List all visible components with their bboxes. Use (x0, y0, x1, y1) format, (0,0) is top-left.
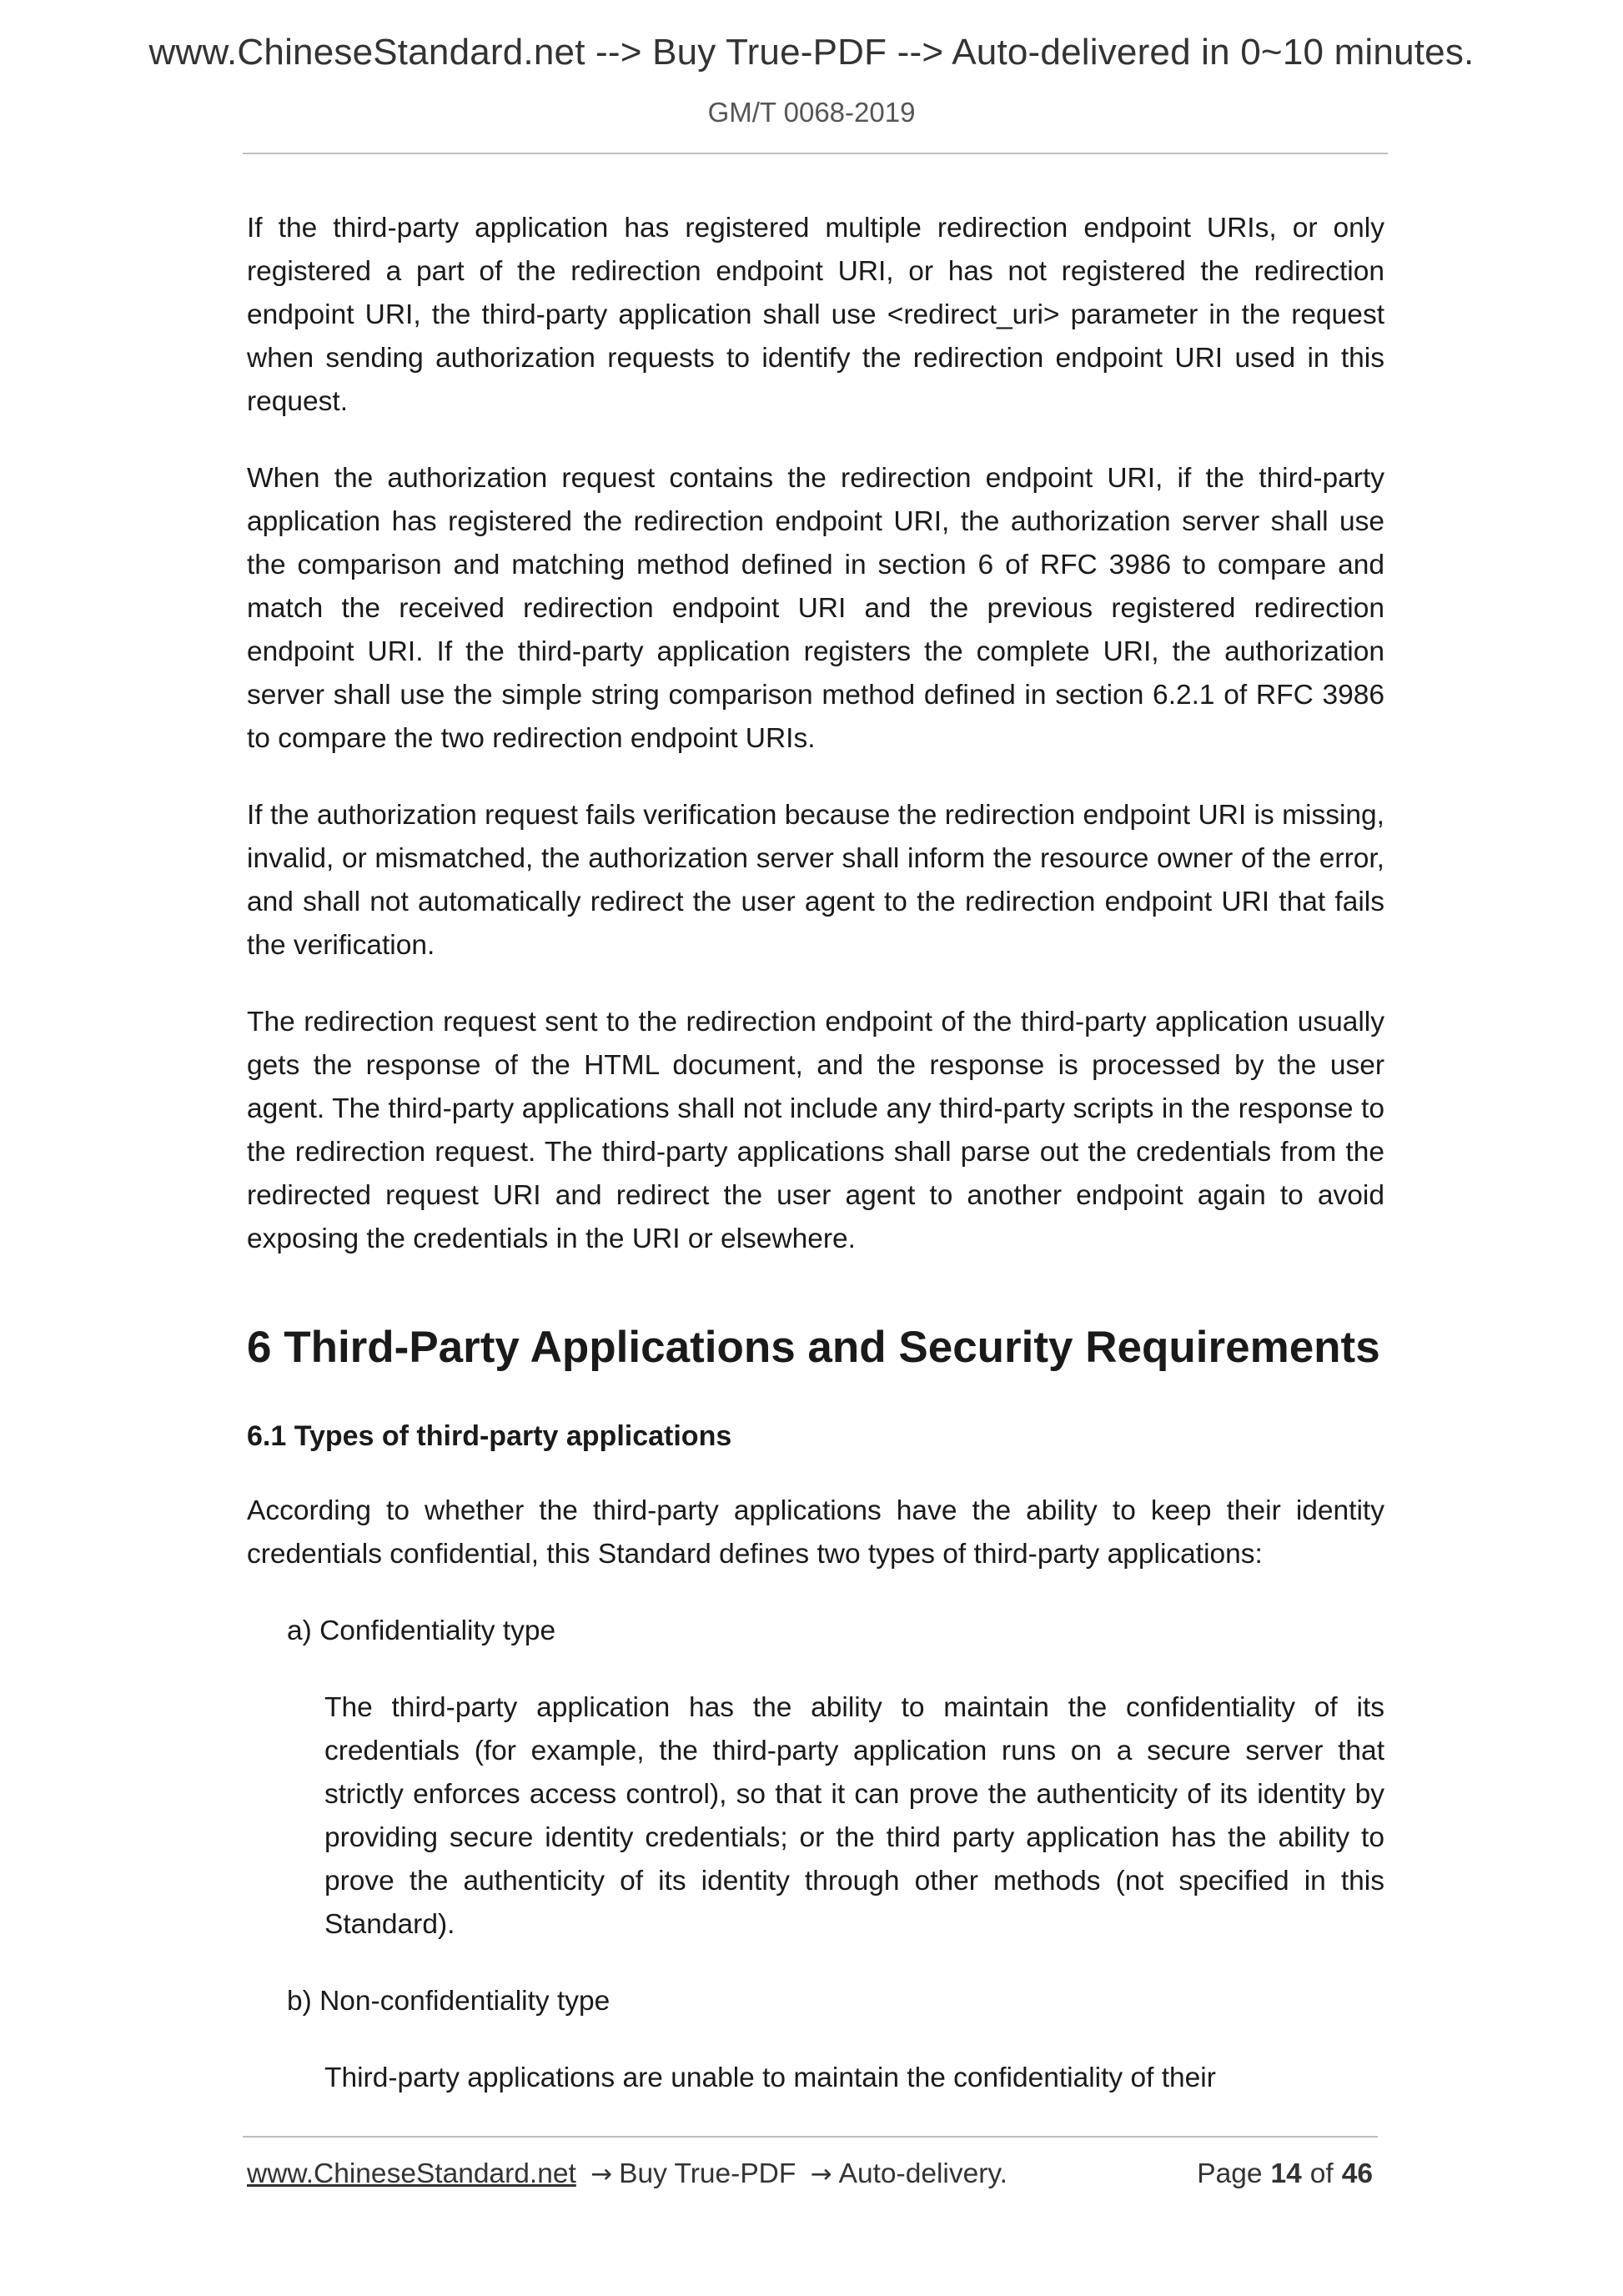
list-item-a-label: a) Confidentiality type (287, 1615, 556, 1646)
footer-links (247, 2158, 1007, 2190)
paragraph-uri-comparison: When the authorization request contains the redirection endpoint URI, if the third-party application has registered the redirection endpoint URI, the authorization server shall use the comparison and matching method defined in section 6 of RFC 3986 to compare and match the received redirection endpoint URI and the previous registered redirection endpoint URI. If the third-party application registers the complete URI, the authorization server shall use the simple string comparison method defined in section 6.2.1 of RFC 3986 to compare the two redirection endpoint URIs. (247, 463, 1384, 754)
header-banner: www.ChineseStandard.net --> Buy True-PDF --> Auto-delivered in 0~10 minutes. (148, 32, 1475, 73)
footer-divider (243, 2136, 1378, 2138)
subsection-heading: 6.1 Types of third-party applications (247, 1420, 732, 1452)
paragraph-verification-failure: If the authorization request fails verification because the redirection endpoint URI is missing, invalid, or mismatched, the authorization server shall inform the resource owner of the error, and shall not automatically redirect the user agent to the redirection endpoint URI that fails the verification. (247, 800, 1384, 961)
arrow-right-icon: → (590, 2159, 613, 2189)
header-divider (243, 153, 1388, 154)
footer-auto-delivery-text: Auto-delivery. (838, 2158, 1007, 2189)
total-pages: 46 (1341, 2158, 1373, 2189)
page-content (247, 207, 1384, 2133)
section-heading: 6 Third-Party Applications and Security Requirements (247, 1323, 1380, 1372)
of-label: of (1309, 2158, 1334, 2189)
list-item-b-body: Third-party applications are unable to maintain the confidentiality of their (324, 2062, 1216, 2093)
list-item-a-body: The third-party application has the ability to maintain the confidentiality of its credentials (for example, the third-party application runs on a secure server that strictly enforces access control), so that it can prove the authenticity of its identity by providing secure identity credentials; or the third party application has the ability to prove the authenticity of its identity through other methods (not specified in this Standard). (324, 1692, 1384, 1940)
footer-buy-text: Buy True-PDF (619, 2158, 796, 2189)
paragraph-redirect-uri-registration: If the third-party application has registered multiple redirection endpoint URIs, or only registered a part of the redirection endpoint URI, or has not registered the redirection endpoint URI, the third-party application shall use <redirect_uri> parameter in the request when sending authorization requests to identify the redirection endpoint URI used in this request. (247, 213, 1384, 417)
page-label: Page (1197, 2158, 1263, 2189)
arrow-right-icon: → (810, 2159, 832, 2189)
paragraph-redirection-response: The redirection request sent to the redirection endpoint of the third-party application usually gets the response of the HTML document, and the response is processed by the user agent. The third-party applications shall not include any third-party scripts in the response to the redirection request. The third-party applications shall parse out the credentials from the redirected request URI and redirect the user agent to another endpoint again to avoid exposing the credentials in the URI or elsewhere. (247, 1007, 1384, 1254)
page-footer (247, 2158, 1381, 2200)
footer-site-link[interactable]: www.ChineseStandard.net (247, 2158, 576, 2189)
page-number (1197, 2158, 1381, 2190)
current-page: 14 (1270, 2158, 1302, 2189)
paragraph-application-types-intro: According to whether the third-party applications have the ability to keep their identity credentials confidential, this Standard defines two types of third-party applications: (247, 1495, 1384, 1570)
list-item-b-label: b) Non-confidentiality type (287, 1986, 611, 2017)
document-code: GM/T 0068-2019 (707, 97, 916, 128)
